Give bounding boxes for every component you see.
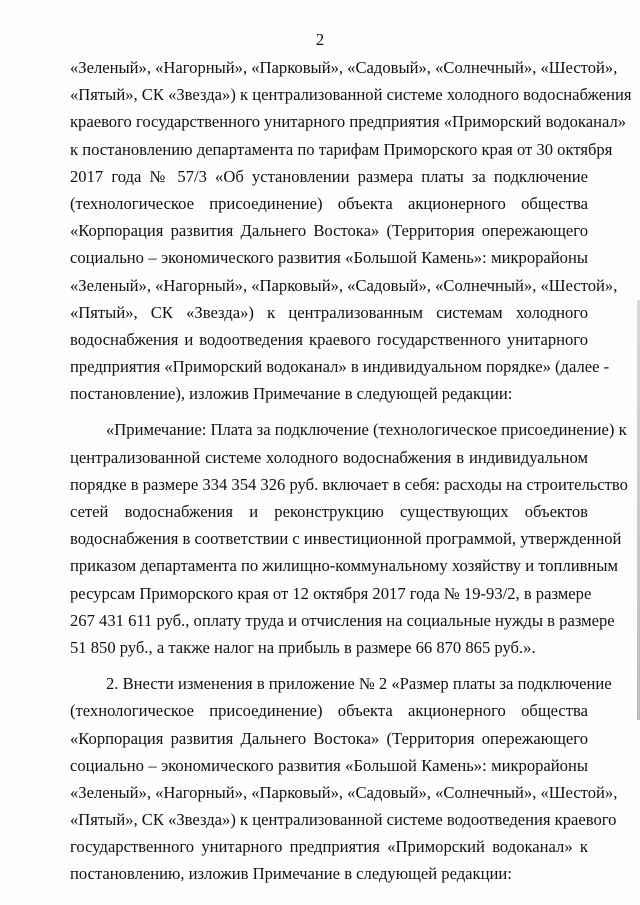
text-line: «Примечание: Плата за подключение (технологическое присоединение) к [106, 420, 627, 440]
text-line: социально – экономического развития «Большой Камень»: микрорайоны [70, 755, 588, 775]
paragraph-gap [70, 661, 588, 670]
text-line: 2. Внести изменения в приложение № 2 «Размер платы за подключение [106, 674, 612, 694]
text-line: «Пятый», СК «Звезда») к централизованной системе водоотведения краевого [70, 810, 617, 830]
text-line: «Пятый», СК «Звезда») к централизованным системам холодного [70, 302, 588, 322]
text-line: (технологическое присоединение) объекта акционерного общества [70, 701, 588, 721]
text-line: «Пятый», СК «Звезда») к централизованной системе холодного водоснабжения [70, 85, 632, 105]
text-line: к постановлению департамента по тарифам Приморского края от 30 октября [70, 139, 613, 159]
text-line: 51 850 руб., а также налог на прибыль в размере 66 870 865 руб.». [70, 637, 536, 657]
paragraph-p2 [70, 416, 628, 661]
paragraph-p3 [70, 670, 618, 888]
text-line: постановление), изложив Примечание в следующей редакции: [70, 384, 513, 404]
text-line: водоснабжения и водоотведения краевого государственного унитарного [70, 329, 588, 349]
text-line: приказом департамента по жилищно-коммунальному хозяйству и топливным [70, 556, 618, 576]
text-line: ресурсам Приморского края от 12 октября 2017 года № 19-93/2, в размере [70, 583, 592, 603]
text-line: централизованной системе холодного водоснабжения в индивидуальном [70, 447, 588, 467]
text-line: 2017 года № 57/3 «Об установлении размера платы за подключение [70, 166, 588, 186]
text-line: (технологическое присоединение) объекта акционерного общества [70, 193, 588, 213]
text-line: «Корпорация развития Дальнего Востока» (Территория опережающего [70, 728, 588, 748]
page-number: 2 [315, 30, 325, 49]
text-line: постановлению, изложив Примечание в следующей редакции: [70, 864, 512, 884]
text-line: порядке в размере 334 354 326 руб. включает в себя: расходы на строительство [70, 474, 628, 494]
paragraph-p1 [70, 54, 632, 407]
text-line: водоснабжения в соответствии с инвестиционной программой, утвержденной [70, 529, 622, 549]
document-body [70, 54, 632, 888]
text-line: краевого государственного унитарного предприятия «Приморский водоканал» [70, 112, 627, 132]
text-line: предприятия «Приморский водоканал» в индивидуальном порядке» (далее - [70, 357, 610, 377]
text-line: «Зеленый», «Нагорный», «Парковый», «Садовый», «Солнечный», «Шестой», [70, 782, 618, 802]
text-line: «Зеленый», «Нагорный», «Парковый», «Садовый», «Солнечный», «Шестой», [70, 275, 618, 295]
text-line: сетей водоснабжения и реконструкцию существующих объектов [70, 502, 588, 521]
text-line: социально – экономического развития «Большой Камень»: микрорайоны [70, 248, 588, 268]
text-line: государственного унитарного предприятия «Приморский водоканал» к [70, 837, 588, 857]
text-line: «Зеленый», «Нагорный», «Парковый», «Садовый», «Солнечный», «Шестой», [70, 58, 618, 77]
text-line: 267 431 611 руб., оплату труда и отчисления на социальные нужды в размере [70, 610, 615, 630]
paragraph-gap [70, 407, 588, 416]
text-line: «Корпорация развития Дальнего Востока» (Территория опережающего [70, 221, 588, 241]
